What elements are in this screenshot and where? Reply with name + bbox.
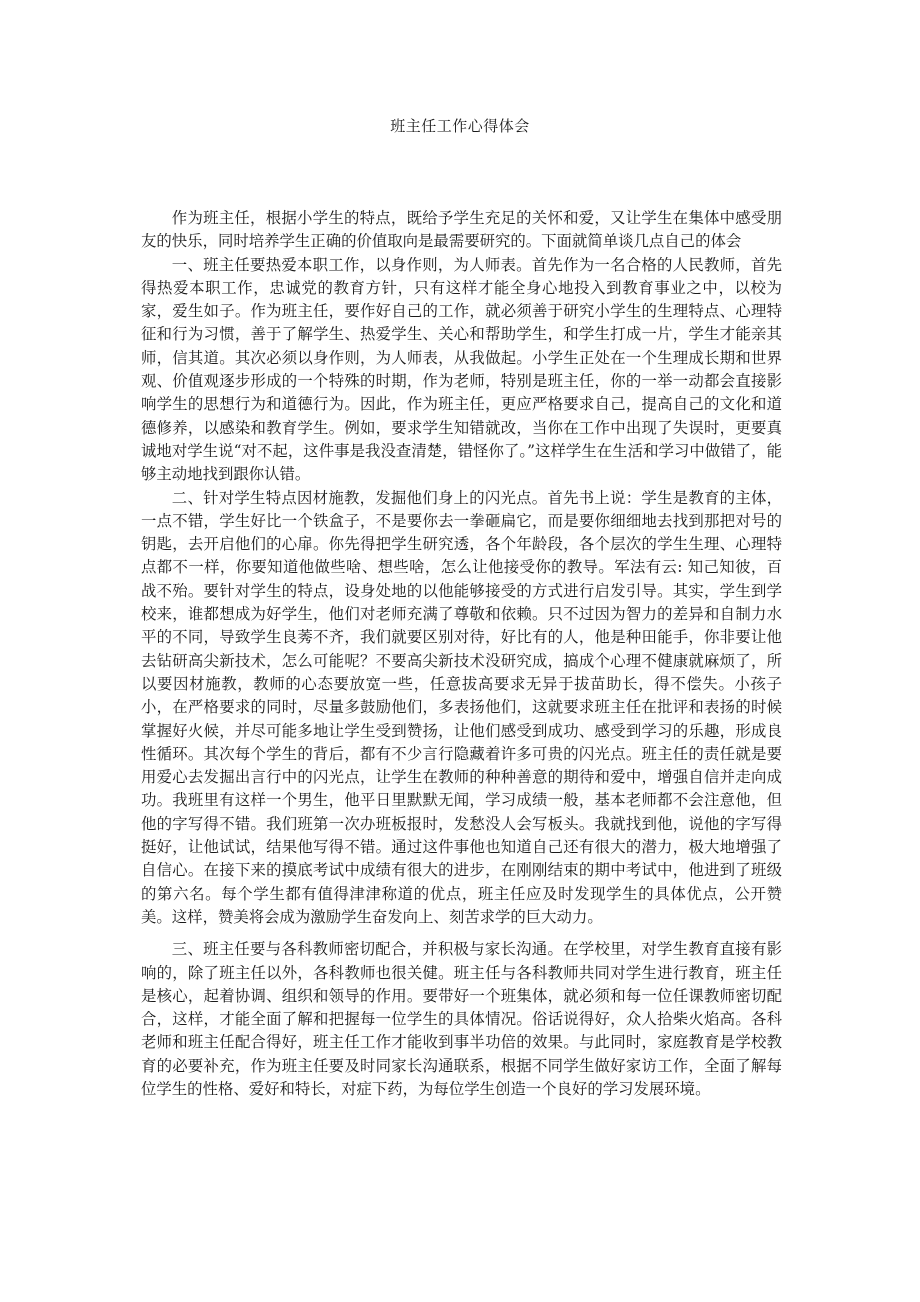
paragraph-section-1: 一、班主任要热爱本职工作，以身作则，为人师表。首先作为一名合格的人民教师，首先得热爱本职工作，忠诚党的教育方针，只有这样才能全身心地投入到教育事业之中，以校为家，爱生如子。作为班主任，要作好自己的工作，就必须善于研究小学生的生理特点、心理特征和行为习惯，善于了解学生、热爱学生、关心和帮助学生，和学生打成一片，学生才能亲其师，信其道。其次必须以身作则，为人师表，从我做起。小学生正处在一个生理成长期和世界观、价值观逐步形成的一个特殊的时期，作为老师，特别是班主任，你的一举一动都会直接影响学生的思想行为和道德行为。因此，作为班主任，更应严格要求自己，提高自己的文化和道德修养，以感染和教育学生。例如，要求学生知错就改，当你在工作中出现了失误时，更要真诚地对学生说“对不起，这件事是我没查清楚，错怪你了。”这样学生在生活和学习中做错了，能够主动地找到跟你认错。 [141,255,782,484]
paragraph-section-2: 二、针对学生特点因材施教，发掘他们身上的闪光点。首先书上说：学生是教育的主体，一点不错，学生好比一个铁盒子，不是要你去一拳砸扁它，而是要你细细地去找到那把对号的钥匙，去开启他们的心扉。你先得把学生研究透，各个年龄段，各个层次的学生生理、心理特点都不一样，你要知道他做些啥、想些啥，怎么让他接受你的教导。军法有云: 知己知彼，百战不殆。要针对学生的特点，设身处地的以他能够接受的方式进行启发引导。其实，学生到学校来，谁都想成为好学生，他们对老师充满了尊敬和依赖。只不过因为智力的差异和自制力水平的不同，导致学生良莠不齐，我们就要区别对待，好比有的人，他是种田能手，你非要让他去钻研高尖新技术，怎么可能呢？不要高尖新技术没研究成，搞成个心理不健康就麻烦了，所以要因材施教，教师的心态要放宽一些，任意拔高要求无异于拔苗助长，得不偿失。小孩子小，在严格要求的同时，尽量多鼓励他们，多表扬他们，这就要求班主任在批评和表扬的时候掌握好火候，并尽可能多地让学生受到赞扬，让他们感受到成功、感受到学习的乐趣，形成良性循环。其次每个学生的背后，都有不少言行隐藏着许多可贵的闪光点。班主任的责任就是要用爱心去发掘出言行中的闪光点，让学生在教师的种种善意的期待和爱中，增强自信并走向成功。我班里有这样一个男生，他平日里默默无闻，学习成绩一般，基本老师都不会注意他，但他的字写得不错。我们班第一次办班板报时，发愁没人会写板头。我就找到他，说他的字写得挺好，让他试试，结果他写得不错。通过这件事他也知道自己还有很大的潜力，极大地增强了自信心。在接下来的摸底考试中成绩有很大的进步，在刚刚结束的期中考试中，他进到了班级的第六名。每个学生都有值得津津称道的优点，班主任应及时发现学生的具体优点，公开赞美。这样，赞美将会成为激励学生奋发向上、刻苦求学的巨大动力。 [141,488,783,926]
document-body [141,207,782,1101]
paragraph-section-3: 三、班主任要与各科教师密切配合，并积极与家长沟通。在学校里，对学生教育直接有影响的，除了班主任以外，各科教师也很关健。班主任与各科教师共同对学生进行教育，班主任是核心，起着协调、组织和领导的作用。要带好一个班集体，就必须和每一位任课教师密切配合，这样，才能全面了解和把握每一位学生的具体情况。俗话说得好，众人拾柴火焰高。各科老师和班主任配合得好，班主任工作才能收到事半功倍的效果。与此同时，家庭教育是学校教育的必要补充，作为班主任要及时同家长沟通联系，根据不同学生做好家访工作，全面了解每位学生的性格、爱好和特长，对症下药，为每位学生创造一个良好的学习发展环境。 [141,940,782,1098]
page-title: 班主任工作心得体会 [390,117,530,135]
paragraph-intro: 作为班主任，根据小学生的特点，既给予学生充足的关怀和爱，又让学生在集体中感受朋友的快乐，同时培养学生正确的价值取向是最需要研究的。下面就简单谈几点自己的体会 [141,209,782,251]
